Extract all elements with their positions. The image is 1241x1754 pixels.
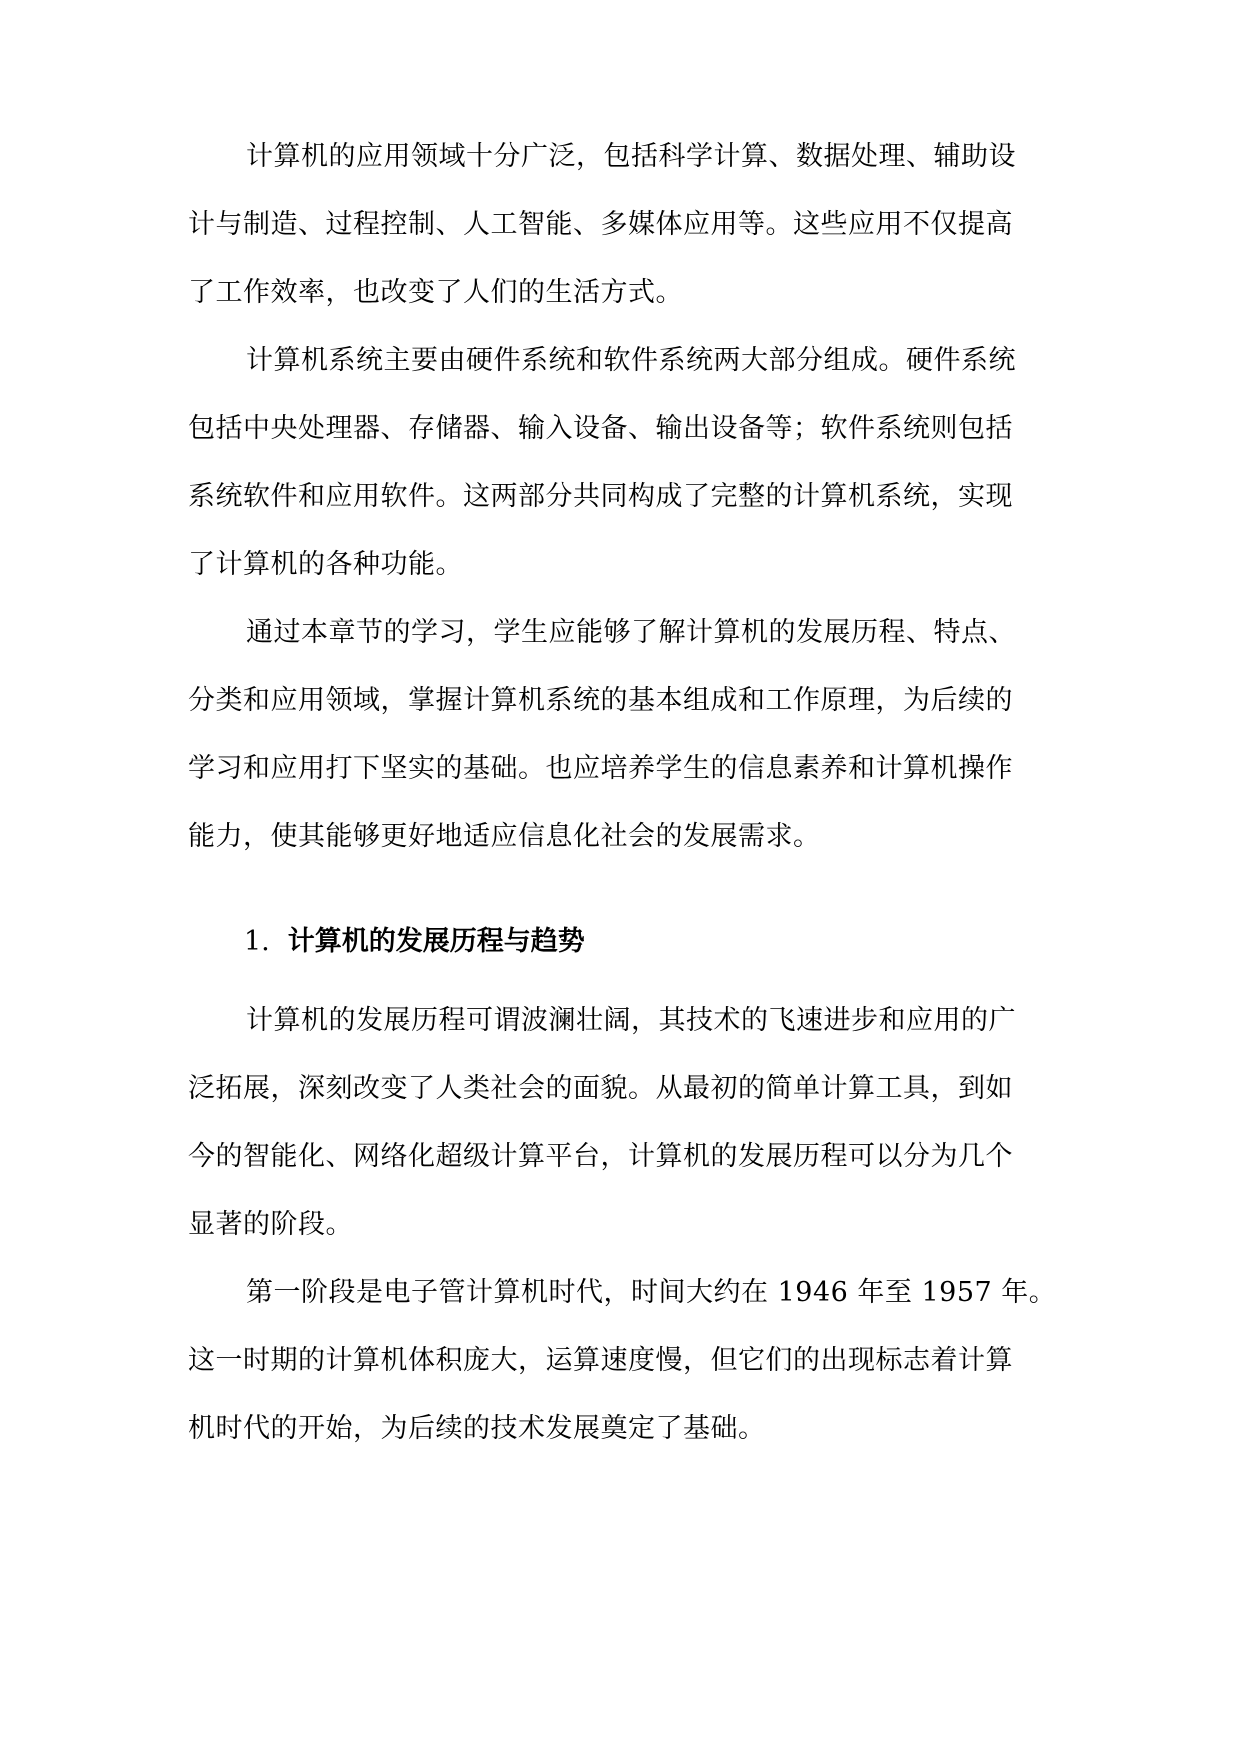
paragraph-2-line-4: 了计算机的各种功能。 (188, 549, 463, 580)
paragraph-3-line-1: 通过本章节的学习，学生应能够了解计算机的发展历程、特点、 (246, 617, 1016, 648)
section-paragraph-1-line-1: 计算机的发展历程可谓波澜壮阔，其技术的飞速进步和应用的广 (246, 1005, 1016, 1036)
paragraph-3-line-3: 学习和应用打下坚实的基础。也应培养学生的信息素养和计算机操作 (188, 753, 1013, 784)
section-number: 1. (244, 926, 270, 957)
paragraph-3-line-4: 能力，使其能够更好地适应信息化社会的发展需求。 (188, 821, 821, 852)
section-paragraph-2-line-2: 这一时期的计算机体积庞大，运算速度慢，但它们的出现标志着计算 (188, 1345, 1013, 1376)
paragraph-2-line-2: 包括中央处理器、存储器、输入设备、输出设备等；软件系统则包括 (188, 413, 1013, 444)
section-paragraph-2-line-1: 第一阶段是电子管计算机时代，时间大约在 1946 年至 1957 年。 (246, 1277, 1057, 1308)
section-paragraph-2-line-3: 机时代的开始，为后续的技术发展奠定了基础。 (188, 1413, 766, 1444)
section-heading (244, 922, 585, 962)
paragraph-3-line-2: 分类和应用领域，掌握计算机系统的基本组成和工作原理，为后续的 (188, 685, 1013, 716)
paragraph-2-line-3: 系统软件和应用软件。这两部分共同构成了完整的计算机系统，实现 (188, 481, 1013, 512)
paragraph-1-line-2: 计与制造、过程控制、人工智能、多媒体应用等。这些应用不仅提高 (188, 209, 1013, 240)
paragraph-1-line-1: 计算机的应用领域十分广泛，包括科学计算、数据处理、辅助设 (246, 141, 1016, 172)
paragraph-1-line-3: 了工作效率，也改变了人们的生活方式。 (188, 277, 683, 308)
paragraph-2-line-1: 计算机系统主要由硬件系统和软件系统两大部分组成。硬件系统 (246, 345, 1016, 376)
section-title: 计算机的发展历程与趋势 (287, 926, 585, 957)
section-paragraph-1-line-4: 显著的阶段。 (188, 1209, 353, 1240)
section-paragraph-1-line-3: 今的智能化、网络化超级计算平台，计算机的发展历程可以分为几个 (188, 1141, 1013, 1172)
section-paragraph-1-line-2: 泛拓展，深刻改变了人类社会的面貌。从最初的简单计算工具，到如 (188, 1073, 1013, 1104)
